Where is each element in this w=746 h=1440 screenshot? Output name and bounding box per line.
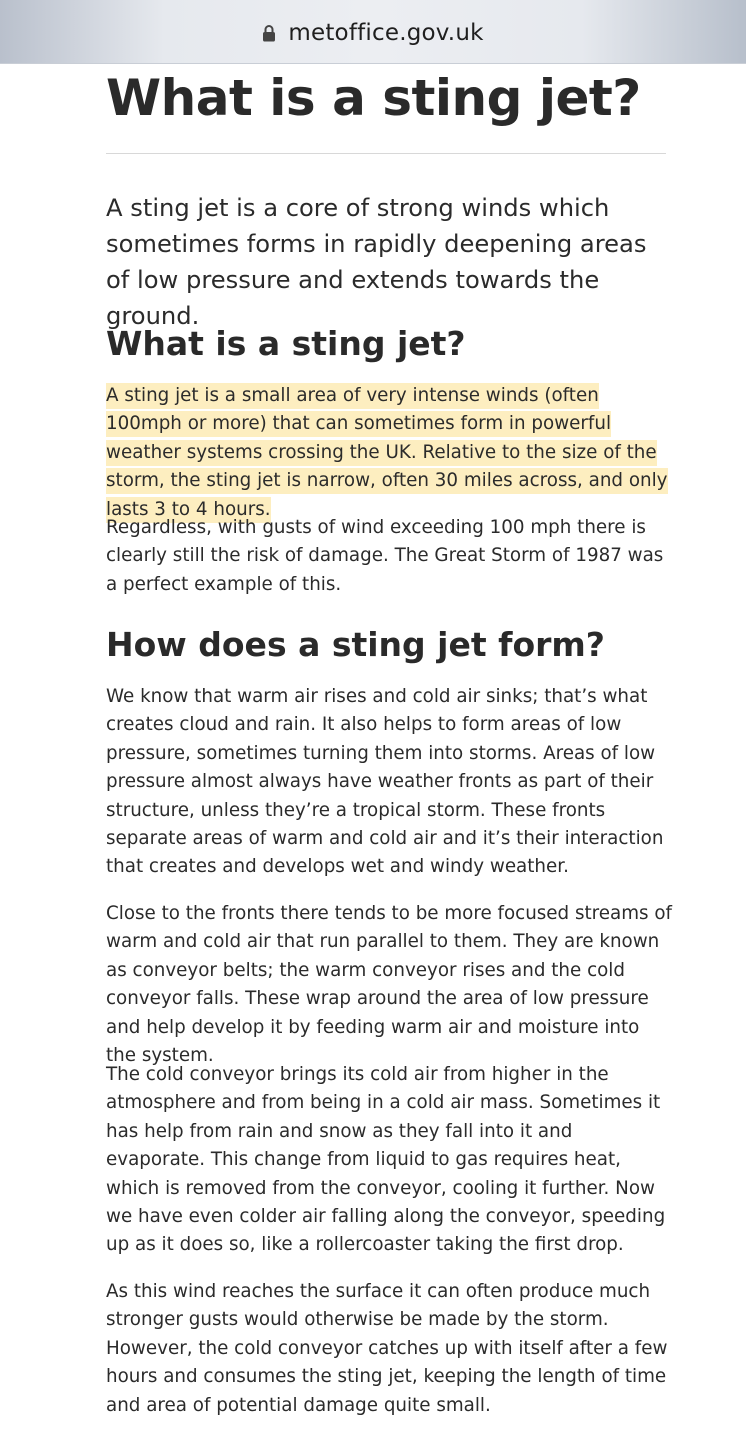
section-heading-what-is: What is a sting jet? [106,324,466,363]
body-paragraph: Regardless, with gusts of wind exceeding 100 mph there is clearly still the risk of damage. The Great Storm of 1987 was a perfect example of this. [106,517,664,595]
page-title: What is a sting jet? [106,69,641,127]
text-highlight: A sting jet is a small area of very intense winds (often 100mph or more) that can sometimes form in powerful weather systems crossing the UK. Relative to the size of the storm, the sting jet is narrow, often 30 miles across, and only lasts 3 to 4 hours. [106,383,668,523]
title-divider [106,153,666,154]
lock-icon [262,24,276,42]
body-paragraph: As this wind reaches the surface it can often produce much stronger gusts would otherwise be made by the storm. However, the cold conveyor catches up with itself after a few hours and consumes the sting jet, keeping the length of time and area of potential damage quite small. [106,1281,668,1416]
browser-address-bar[interactable] [0,0,746,64]
section-heading-how-form: How does a sting jet form? [106,625,605,664]
url-text: metoffice.gov.uk [288,20,484,46]
intro-paragraph: A sting jet is a core of strong winds which sometimes forms in rapidly deepening areas of low pressure and extends towards the ground. [106,194,647,330]
body-paragraph: We know that warm air rises and cold air sinks; that’s what creates cloud and rain. It also helps to form areas of low pressure, sometimes turning them into storms. Areas of low pressure almost always have weather fronts as part of their structure, unless they’re a tropical storm. These fronts separate areas of warm and cold air and it’s their interaction that creates and develops wet and windy weather. [106,686,664,878]
body-paragraph: Close to the fronts there tends to be more focused streams of warm and cold air that run parallel to them. They are known as conveyor belts; the warm conveyor rises and the cold conveyor falls. These wrap around the area of low pressure and help develop it by feeding warm air and moisture into the system. [106,903,672,1067]
url-display[interactable] [0,18,746,48]
body-paragraph: The cold conveyor brings its cold air from higher in the atmosphere and from being in a cold air mass. Sometimes it has help from rain and snow as they fall into it and evaporate. This change from liquid to gas requires heat, which is removed from the conveyor, cooling it further. Now we have even colder air falling along the conveyor, speeding up as it does so, like a rollercoaster taking the first drop. [106,1064,666,1256]
highlighted-paragraph [106,382,672,524]
